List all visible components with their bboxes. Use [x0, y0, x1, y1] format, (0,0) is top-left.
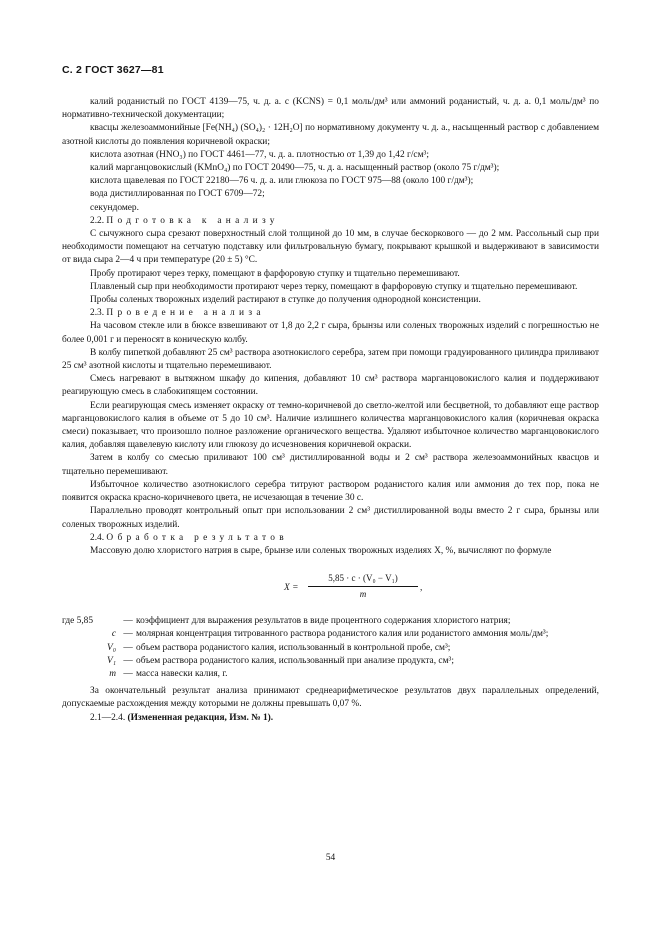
reagents-list — [62, 96, 599, 215]
section-title: Проведение анализа — [106, 308, 265, 319]
formula — [62, 572, 599, 606]
body-paragraph: кислота щавелевая по ГОСТ 22180—76 ч. д. а. или глюкоза по ГОСТ 975—88 (около 100 г/дм³); — [90, 176, 474, 187]
section-title: Обработка результатов — [106, 532, 289, 543]
formula-lhs: X = — [284, 583, 299, 594]
formula-tail: , — [420, 583, 423, 594]
definition-dash: — — [123, 616, 133, 627]
document-body — [62, 96, 599, 725]
definition-row — [62, 655, 599, 668]
amendment-range: 2.1—2.4. — [90, 712, 126, 723]
definition-row — [62, 615, 599, 628]
body-paragraph: Избыточное количество азотнокислого серебра титруют раствором роданистого калия или аммония до тех пор, пока не появится окраска красно-коричневого цвета, не исчезающая в течение 30 с. — [62, 479, 599, 504]
body-paragraph: На часовом стекле или в бюксе взвешивают от 1,8 до 2,2 г сыра, брынзы или соленых творожных изделий с погрешностью не более 0,001 г и переносят в коническую колбу. — [62, 321, 599, 345]
page-number: 54 — [325, 853, 336, 863]
section-heading-2-2 — [62, 215, 599, 228]
formula-numerator: 5,85 · c · (V₀ − V₁) — [308, 572, 418, 587]
amendment-line — [62, 712, 599, 725]
formula-fraction — [308, 572, 418, 601]
body-paragraph: кислота азотная (HNO₃) по ГОСТ 4461—77, ч. д. а. плотностью от 1,39 до 1,42 г/см³; — [90, 149, 429, 160]
body-paragraph: калий марганцовокислый (KMnO₄) по ГОСТ 20490—75, ч. д. а. насыщенный раствор (около 75 г/дм³); — [90, 163, 500, 174]
definition-dash: — — [123, 642, 133, 653]
definition-dash: — — [123, 668, 133, 679]
section-number: 2.4. — [90, 532, 105, 543]
body-paragraph: В колбу пипеткой добавляют 25 см³ раствора азотнокислого серебра, затем при помощи градуированного цилиндра приливают 25 см³ азотной кислоты и тщательно перемешивают. — [62, 347, 599, 372]
definition-text: молярная концентрация титрованного раствора роданистого калия или роданистого аммония моль/дм³; — [136, 629, 549, 640]
body-paragraph: Если реагирующая смесь изменяет окраску от темно-коричневой до светло-желтой или бесцветной, то добавляют еще раствор марганцовокислого калия в объеме от 5 до 10 см³. Наличие излишнего количества марганцовокислого калия (коричневая окраска смеси) показывает, что произошло полное разложение органического вещества. Удаляют избыточное количество марганцовокислого калия, добавляя щавелевую кислоту или глюкозу до исчезновения коричневой окраски. — [62, 400, 599, 451]
definition-symbol: c — [111, 629, 116, 640]
formula-denominator: m — [359, 589, 367, 600]
body-paragraph: секундомер. — [90, 202, 139, 213]
body-paragraph: Затем в колбу со смесью приливают 100 см³ дистиллированной воды и 2 см³ раствора железоаммонийных квасцов и тщательно перемешивают. — [62, 453, 599, 477]
definition-symbol: V₀ — [107, 642, 116, 653]
section-heading-2-4 — [62, 532, 599, 545]
body-paragraph: За окончательный результат анализа принимают среднеарифметическое результатов двух параллельных определений, допускаемые расхождения между которыми не должны превышать 0,07 %. — [62, 686, 599, 710]
body-paragraph: Плавленый сыр при необходимости протирают через терку, помещают в фарфоровую ступку и тщательно перемешивают. — [90, 281, 578, 292]
amendment-note: (Измененная редакция, Изм. № 1). — [127, 712, 274, 723]
body-paragraph: Пробу протирают через терку, помещают в фарфоровую ступку и тщательно перемешивают. — [90, 268, 460, 279]
definition-symbol: V₁ — [107, 655, 116, 666]
body-paragraph: С сычужного сыра срезают поверхностный слой толщиной до 10 мм, в случае бескоркового — до 2 мм. Рассольный сыр при необходимости помещают на сетчатую подставку или фильтровальную бумагу, покрывают крышкой и выдерживают в зависимости от вида сыра 2—4 ч при температуре (20 ± 5) °С. — [62, 229, 599, 266]
definition-symbol: m — [109, 668, 116, 679]
body-paragraph: вода дистиллированная по ГОСТ 6709—72; — [90, 189, 265, 200]
definition-text: масса навески калия, г. — [136, 668, 228, 679]
section-number: 2.2. — [90, 215, 105, 226]
body-paragraph: Смесь нагревают в вытяжном шкафу до кипения, добавляют 10 см³ раствора марганцовокислого калия и поддерживают реагирующую смесь в слабокипящем состоянии. — [62, 374, 599, 398]
definition-symbol: где 5,85 — [62, 616, 94, 627]
page-header: С. 2 ГОСТ 3627—81 — [62, 64, 164, 76]
definition-text: объем раствора роданистого калия, использованный при анализе продукта, см³; — [136, 655, 454, 666]
body-paragraph: Массовую долю хлористого натрия в сыре, брынзе или соленых творожных изделиях X, %, вычисляют по формуле — [90, 545, 552, 556]
body-paragraph: калий роданистый по ГОСТ 4139—75, ч. д. а. с (KCNS) = 0,1 моль/дм³ или аммоний роданистый, ч. д. а. 0,1 моль/дм³ по нормативно-технической документации; — [62, 97, 599, 121]
section-title: Подготовка к анализу — [106, 215, 279, 226]
section-number: 2.3. — [90, 308, 105, 319]
body-paragraph: квасцы железоаммонийные [Fe(NH₄) (SO₄)₂ · 12H₂O] по нормативному документу ч. д. а., насыщенный раствор с добавлением азотной кислоты до появления коричневой окраски; — [62, 123, 599, 147]
definition-text: коэффициент для выражения результатов в виде процентного содержания хлористого натрия; — [136, 616, 511, 627]
definition-dash: — — [123, 629, 133, 640]
definition-text: объем раствора роданистого калия, использованный в контрольной пробе, см³; — [136, 642, 451, 653]
body-paragraph: Параллельно проводят контрольный опыт при использовании 2 см³ дистиллированной воды вместо 2 г сыра, брынзы или соленых творожных изделий. — [62, 506, 599, 530]
definitions-list — [62, 615, 599, 681]
definition-row — [62, 628, 599, 641]
definition-dash: — — [123, 655, 133, 666]
body-paragraph: Пробы соленых творожных изделий растирают в ступке до получения однородной консистенции. — [90, 295, 481, 306]
definition-row — [62, 642, 599, 655]
definition-row — [62, 668, 599, 681]
section-heading-2-3 — [62, 307, 599, 320]
